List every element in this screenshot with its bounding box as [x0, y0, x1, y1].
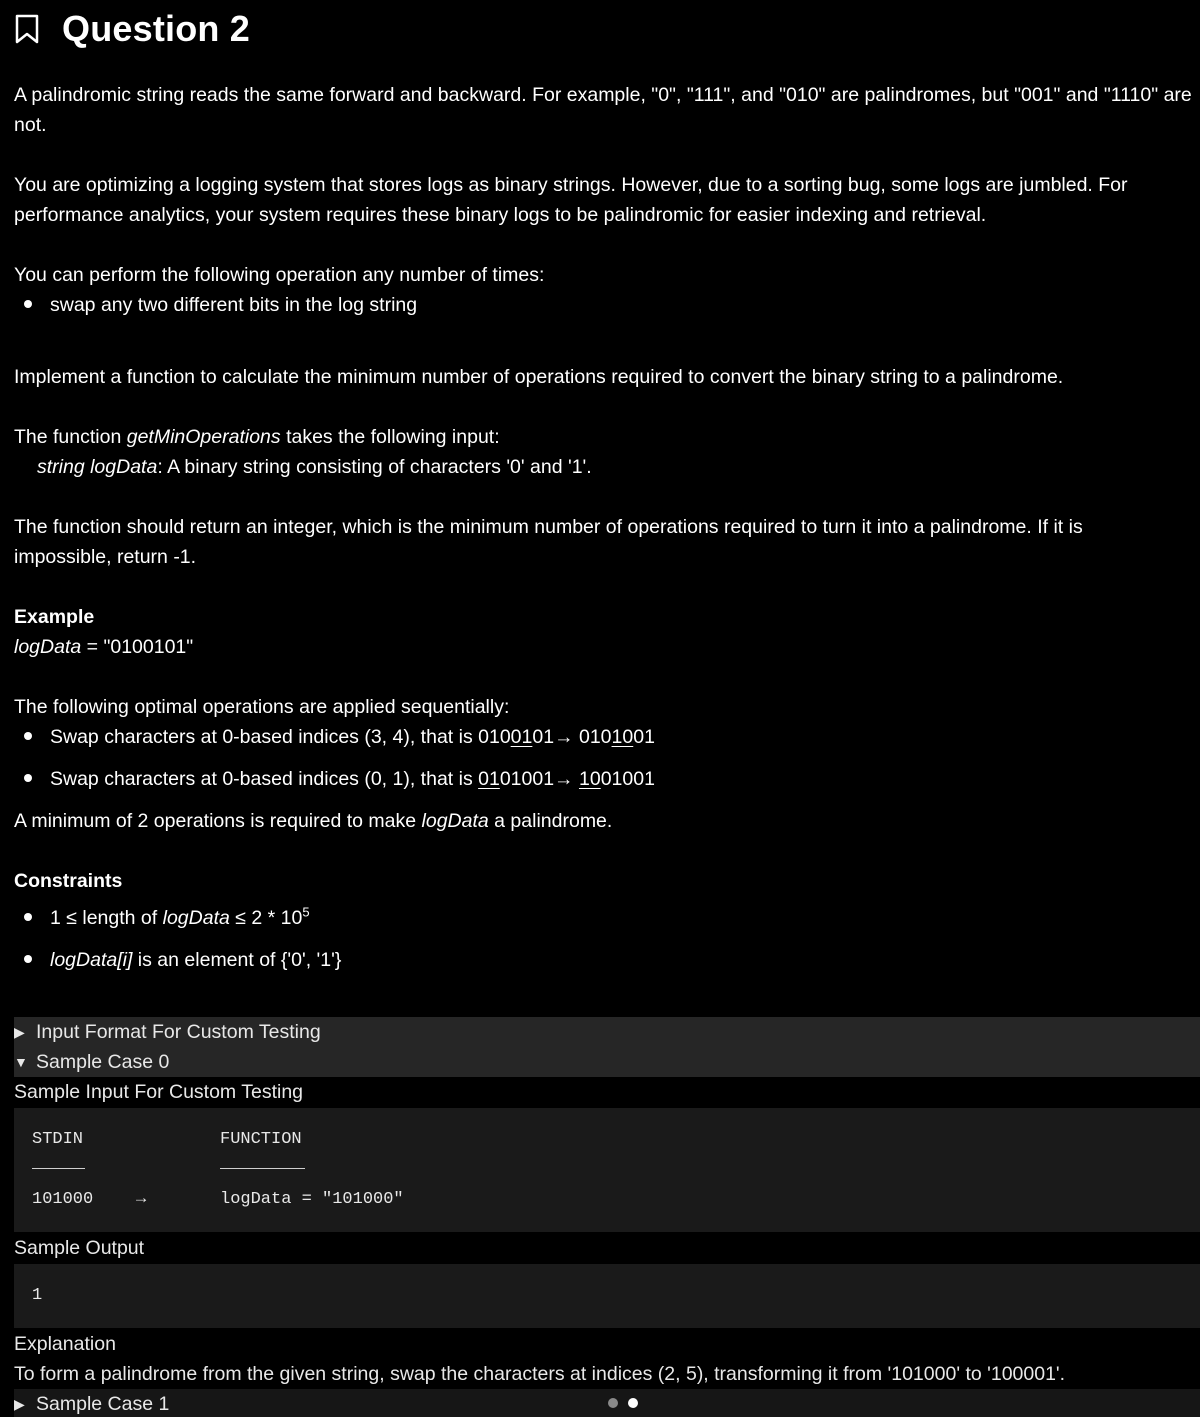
input-format-label: Input Format For Custom Testing	[36, 1021, 321, 1043]
stdin-value: 101000	[32, 1190, 94, 1209]
example-summary	[14, 806, 612, 836]
sample-input-label: Sample Input For Custom Testing	[14, 1081, 304, 1103]
sample-input-box	[14, 1108, 1200, 1232]
op1-mid: 01→ 010	[532, 726, 612, 748]
bullet-dot	[24, 774, 32, 782]
op1-end: 01	[633, 726, 655, 748]
sample-output-box	[14, 1264, 1200, 1328]
summary-var: logData	[421, 810, 489, 832]
c1-exponent: 5	[302, 904, 310, 920]
c1-var: logData	[162, 907, 230, 929]
task-text: Implement a function to calculate the minimum number of operations required to convert the binary string to a palindrome.	[14, 366, 1064, 388]
op2-prefix: Swap characters at 0-based indices (0, 1), that is	[50, 768, 479, 790]
operation-bullet	[24, 290, 417, 320]
sample-case-1-label: Sample Case 1	[36, 1393, 170, 1415]
question-title: Question 2	[62, 8, 251, 49]
context-line-2: performance analytics, your system requires these binary logs to be palindromic for easier indexing and retrieval.	[14, 204, 987, 226]
pagination-dot-active[interactable]	[628, 1398, 638, 1408]
summary-suffix: a palindrome.	[488, 810, 613, 832]
context-line-1: You are optimizing a logging system that stores logs as binary strings. However, due to a sorting bug, some logs are jumbled. For	[14, 174, 1128, 196]
operation-intro: You can perform the following operation any number of times:	[14, 264, 545, 286]
param-type-name: string logData	[37, 456, 158, 478]
constraint-1	[24, 903, 310, 933]
param-desc: : A binary string consisting of characters '0' and '1'.	[157, 456, 592, 478]
function-line	[14, 422, 500, 452]
op2-end: 01001	[600, 768, 655, 790]
function-prefix: The function	[14, 426, 127, 448]
summary-prefix: A minimum of 2 operations is required to make	[14, 810, 422, 832]
op-bullet-2	[24, 764, 655, 794]
sample-case-1-toggle[interactable]	[14, 1389, 1200, 1417]
op-bullet-1	[24, 722, 655, 752]
question-header	[14, 8, 250, 50]
triangle-right-icon: ▶	[14, 1396, 25, 1412]
sample-case-0-toggle[interactable]	[14, 1047, 1200, 1077]
function-suffix: takes the following input:	[280, 426, 500, 448]
sample-case-0-label: Sample Case 0	[36, 1051, 170, 1073]
bullet-dot	[24, 732, 32, 740]
function-value: logData = ″101000″	[220, 1190, 404, 1209]
op1-underlined-2: 10	[611, 726, 634, 748]
return-line-2: impossible, return -1.	[14, 546, 197, 568]
example-var-value: = "0100101"	[81, 636, 194, 658]
stdin-header: STDIN	[32, 1130, 84, 1149]
constraint-2	[24, 945, 341, 975]
op1-underlined-1: 01	[510, 726, 533, 748]
example-var-line	[14, 632, 193, 662]
c1-mid: ≤ 2 * 10	[229, 907, 303, 929]
op2-underlined-1: 01	[478, 768, 500, 790]
ops-intro: The following optimal operations are applied sequentially:	[14, 696, 510, 718]
c1-prefix: 1 ≤ length of	[50, 907, 163, 929]
stdin-underline	[32, 1168, 85, 1169]
op2-mid: 01001→	[499, 768, 579, 790]
intro-line-1: A palindromic string reads the same forward and backward. For example, "0", "111", and "010" are palindromes, but "001" and "1110" are	[14, 84, 1192, 106]
sample-output-label: Sample Output	[14, 1237, 145, 1259]
op1-prefix: Swap characters at 0-based indices (3, 4), that is 010	[50, 726, 511, 748]
intro-line-2: not.	[14, 114, 47, 136]
pagination-dot-inactive[interactable]	[608, 1398, 618, 1408]
pagination-dots	[608, 1398, 638, 1408]
triangle-right-icon: ▶	[14, 1024, 25, 1040]
op2-underlined-2: 10	[578, 768, 601, 790]
operation-bullet-text: swap any two different bits in the log string	[50, 294, 418, 316]
c2-suffix: is an element of {'0', '1'}	[132, 949, 342, 971]
input-format-toggle[interactable]	[14, 1017, 1200, 1047]
bookmark-icon[interactable]	[14, 14, 40, 44]
example-var-name: logData	[14, 636, 82, 658]
bullet-dot	[24, 300, 32, 308]
example-heading: Example	[14, 606, 95, 628]
return-line-1: The function should return an integer, which is the minimum number of operations required to turn it into a palindrome. If it is	[14, 516, 1083, 538]
function-underline	[220, 1168, 305, 1169]
bullet-dot	[24, 913, 32, 921]
arrow-right-icon: →	[136, 1190, 147, 1209]
constraints-heading: Constraints	[14, 870, 123, 892]
param-line	[37, 452, 592, 482]
explanation-text: To form a palindrome from the given string, swap the characters at indices (2, 5), transforming it from '101000' to '100001'.	[14, 1363, 1066, 1385]
sample-output-value: 1	[32, 1286, 43, 1305]
c2-var: logData[i]	[50, 949, 133, 971]
function-header: FUNCTION	[220, 1130, 302, 1149]
explanation-label: Explanation	[14, 1333, 116, 1355]
bullet-dot	[24, 955, 32, 963]
function-name: getMinOperations	[126, 426, 281, 448]
triangle-down-icon: ▼	[14, 1054, 28, 1070]
